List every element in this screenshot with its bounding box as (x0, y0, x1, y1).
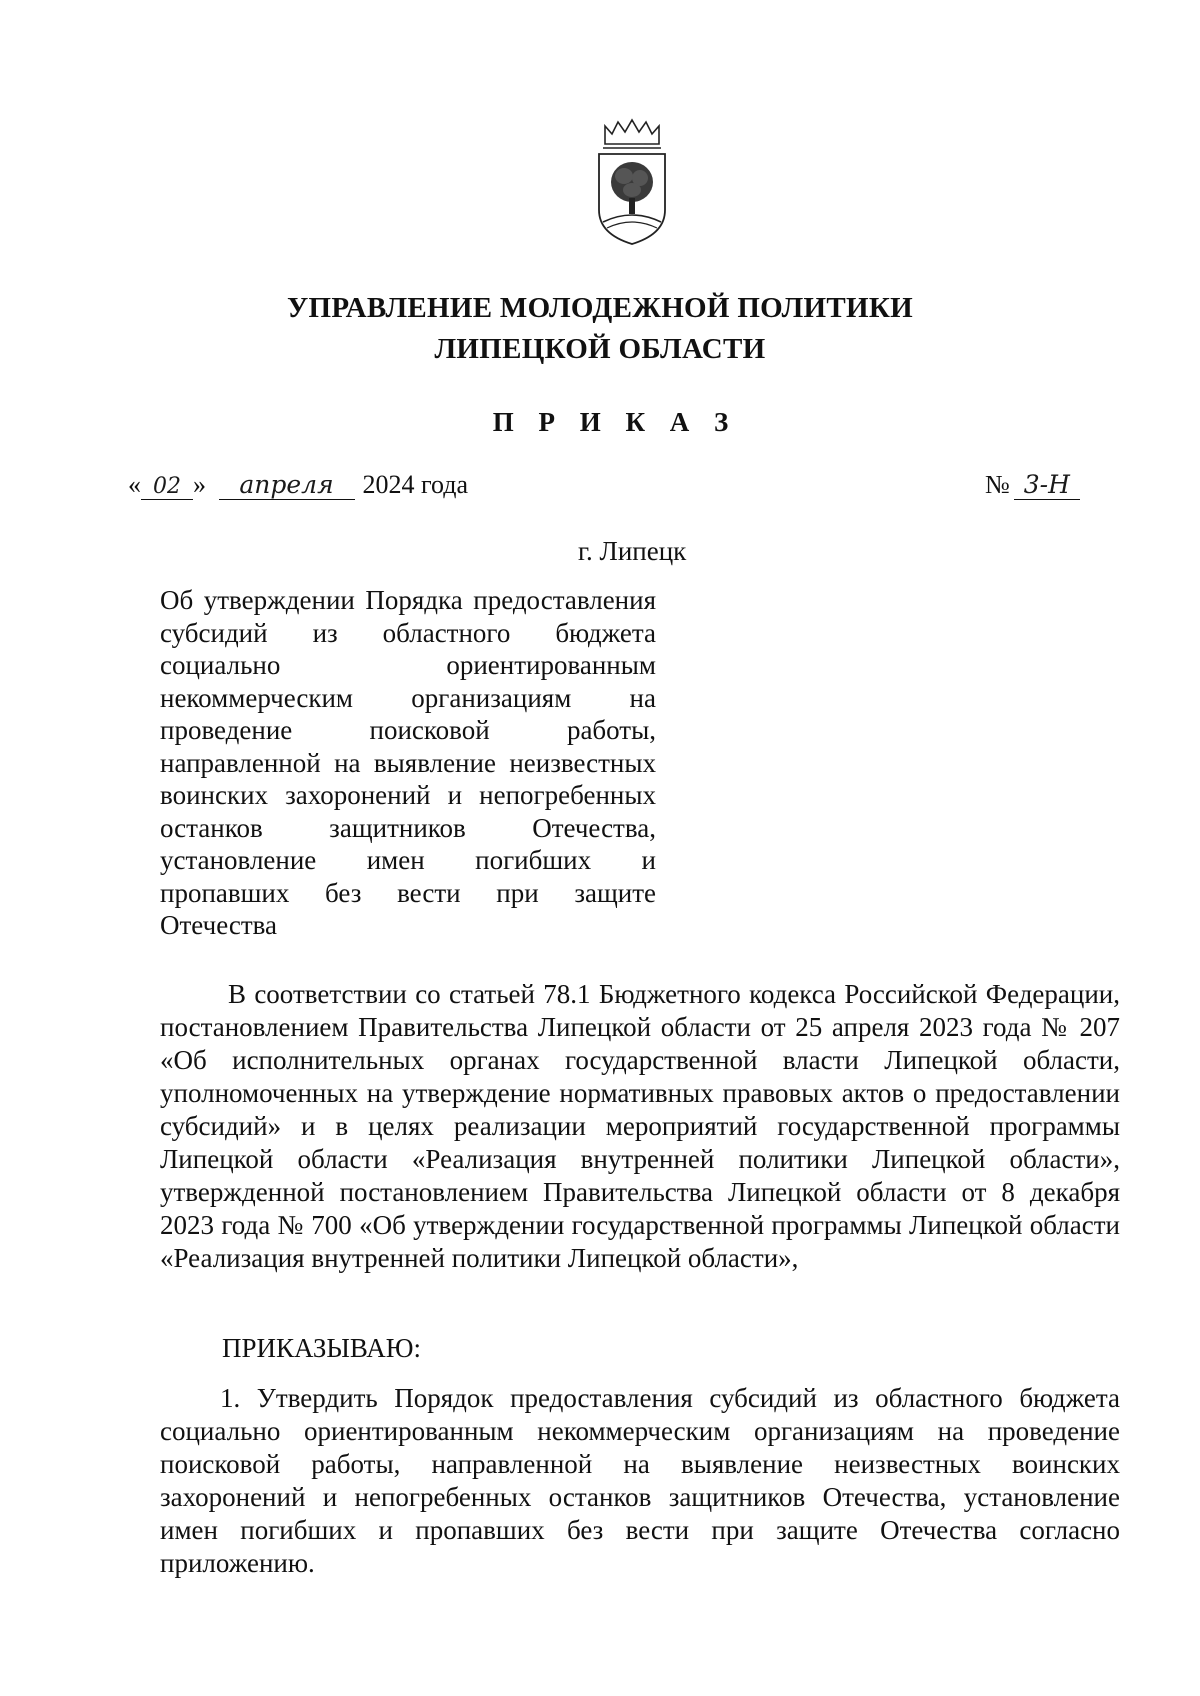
preamble-paragraph: В соответствии со статьей 78.1 Бюджетного кодекса Российской Федерации, постановлением Правительства Липецкой области от 25 апреля 2023 года № 207 «Об исполнительных органах государственной власти Липецкой области, уполномоченных на утверждение нормативных правовых актов о предоставлении субсидий» и в целях реализации мероприятий государственной программы Липецкой области «Реализация внутренней политики Липецкой области», утвержденной постановлением Правительства Липецкой области от 8 декабря 2023 года № 700 «Об утверждении государственной программы Липецкой области «Реализация внутренней политики Липецкой области», (160, 979, 1120, 1273)
number-label: № (985, 470, 1010, 499)
coat-of-arms-emblem (587, 118, 677, 248)
order-item-1: 1. Утвердить Порядок предоставления субсидий из областного бюджета социально ориентированным некоммерческим организациям на проведение поисковой работы, направленной на выявление неизвестных воинских захоронений и непогребенных останков защитников Отечества, установление имен погибших и пропавших без вести при защите Отечества согласно приложению. (160, 1383, 1120, 1578)
document-date (128, 470, 468, 500)
date-year: 2024 года (362, 470, 469, 499)
decree-heading: ПРИКАЗЫВАЮ: (222, 1333, 421, 1363)
organization-name: УПРАВЛЕНИЕ МОЛОДЕЖНОЙ ПОЛИТИКИ (286, 292, 914, 324)
document-city: г. Липецк (578, 536, 687, 566)
date-close-quote: » (193, 470, 206, 499)
date-day-handwritten: 02 (141, 474, 193, 500)
date-month-handwritten: апреля (219, 470, 355, 500)
number-value-handwritten: 3-Н (1014, 470, 1080, 500)
organization-region: ЛИПЕЦКОЙ ОБЛАСТИ (434, 333, 766, 365)
document-number (985, 470, 1080, 500)
document-subject: Об утверждении Порядка предоставления субсидий из областного бюджета социально ориентированным некоммерческим организациям на проведение поисковой работы, направленной на выявление неизвестных воинских захоронений и непогребенных останков защитников Отечества, установление имен погибших и пропавших без вести при защите Отечества (160, 585, 656, 940)
date-open-quote: « (128, 470, 141, 499)
document-type-title: П Р И К А З (492, 407, 738, 437)
